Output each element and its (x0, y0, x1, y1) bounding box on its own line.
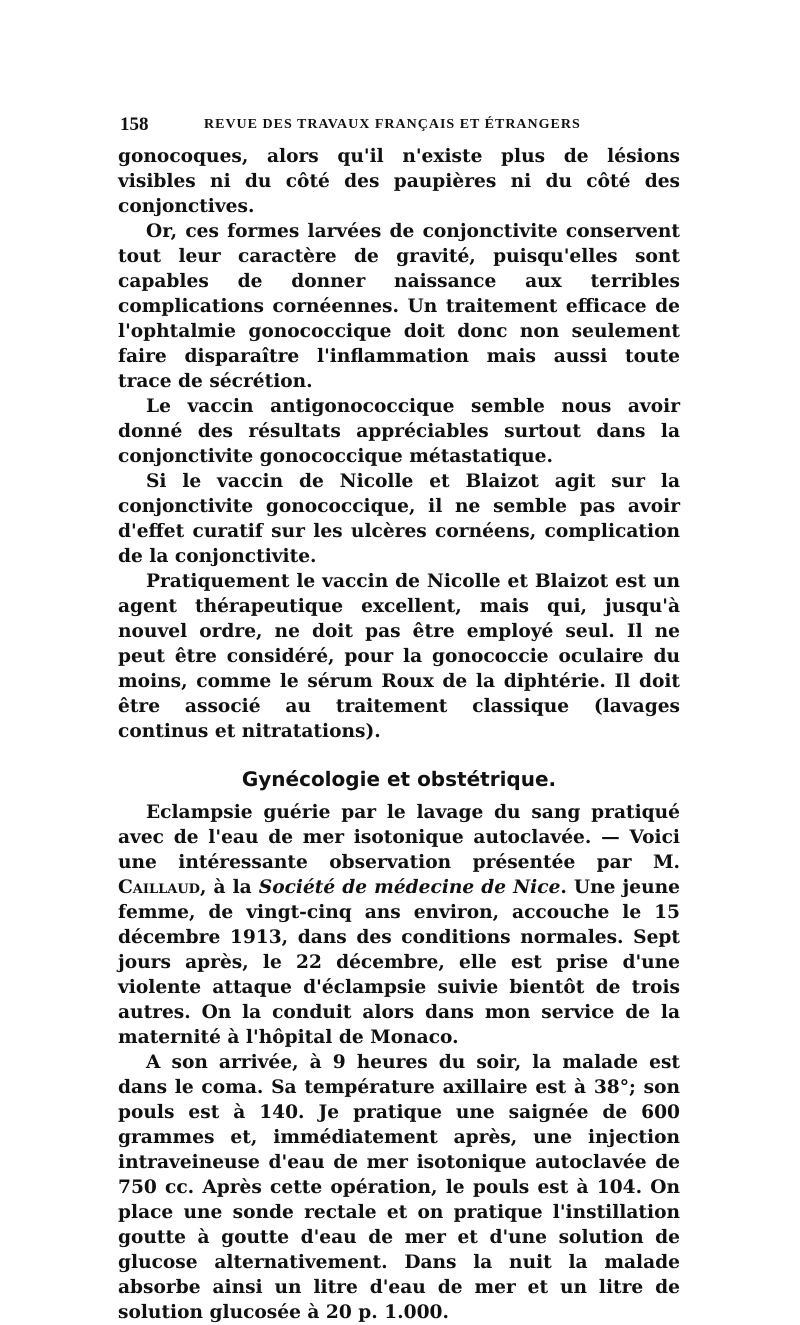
article-dash: — (591, 827, 630, 848)
society-name: Société de médecine de Nice (258, 877, 561, 898)
section-title: Gynécologie et obstétrique. (241, 767, 557, 791)
page-number: 158 (120, 114, 149, 135)
paragraph: Or, ces formes larvées de conjonctivite conservent tout leur caractère de gravité, puisqu'elles sont capables de donner naissance aux terribles complications cornéennes. Un traitement efficace de l'ophtalmie gonococcique doit donc non seulement faire disparaître l'inflammation mais aussi toute trace de sécrétion. (118, 221, 680, 392)
author-name: Caillaud (118, 877, 200, 898)
article-lead-text: Voici une intéressante observation présentée par M. (118, 827, 680, 873)
body-text (118, 144, 680, 1325)
article-connector: , à la (199, 877, 259, 898)
paragraph: Pratiquement le vaccin de Nicolle et Blaizot est un agent thérapeutique excellent, mais qui, jusqu'à nouvel ordre, ne doit pas être employé seul. Il ne peut être considéré, pour la gonococcie oculaire du moins, comme le sérum Roux de la diphtérie. Il doit être associé au traitement classique (lavages continus et nitratations). (118, 571, 680, 742)
article-title: Eclampsie guérie par le lavage du sang pratiqué avec de l'eau de mer isotonique autoclavée. (118, 802, 680, 848)
paragraph-continued: gonocoques, alors qu'il n'existe plus de lésions visibles ni du côté des paupières ni du côté des conjonctives. (118, 146, 680, 217)
paragraph: Le vaccin antigonococcique semble nous avoir donné des résultats appréciables surtout dans la conjonctivite gonococcique métastatique. (118, 396, 680, 467)
document-page (118, 110, 680, 1325)
running-title: REVUE DES TRAVAUX FRANÇAIS ET ÉTRANGERS (204, 117, 581, 132)
paragraph: A son arrivée, à 9 heures du soir, la malade est dans le coma. Sa température axillaire est à 38°; son pouls est à 140. Je pratique une saignée de 600 grammes et, immédiatement après, une injection intraveineuse d'eau de mer isotonique autoclavée de 750 cc. Après cette opération, le pouls est à 104. On place une sonde rectale et on pratique l'instillation goutte à goutte d'eau de mer et d'une solution de glucose alternativement. Dans la nuit la malade absorbe ainsi un litre d'eau de mer et un litre de solution glucosée à 20 p. 1.000. (118, 1052, 680, 1323)
page-header (118, 110, 680, 144)
article-paragraph (118, 800, 680, 1050)
paragraph: Si le vaccin de Nicolle et Blaizot agit sur la conjonctivite gonococcique, il ne semble pas avoir d'effet curatif sur les ulcères cornéens, complication de la conjonctivite. (118, 471, 680, 567)
article-body: . Une jeune femme, de vingt-cinq ans environ, accouche le 15 décembre 1913, dans des conditions normales. Sept jours après, le 22 décembre, elle est prise d'une violente attaque d'éclampsie suivie bientôt de trois autres. On la conduit alors dans mon service de la maternité à l'hôpital de Monaco. (118, 877, 680, 1048)
